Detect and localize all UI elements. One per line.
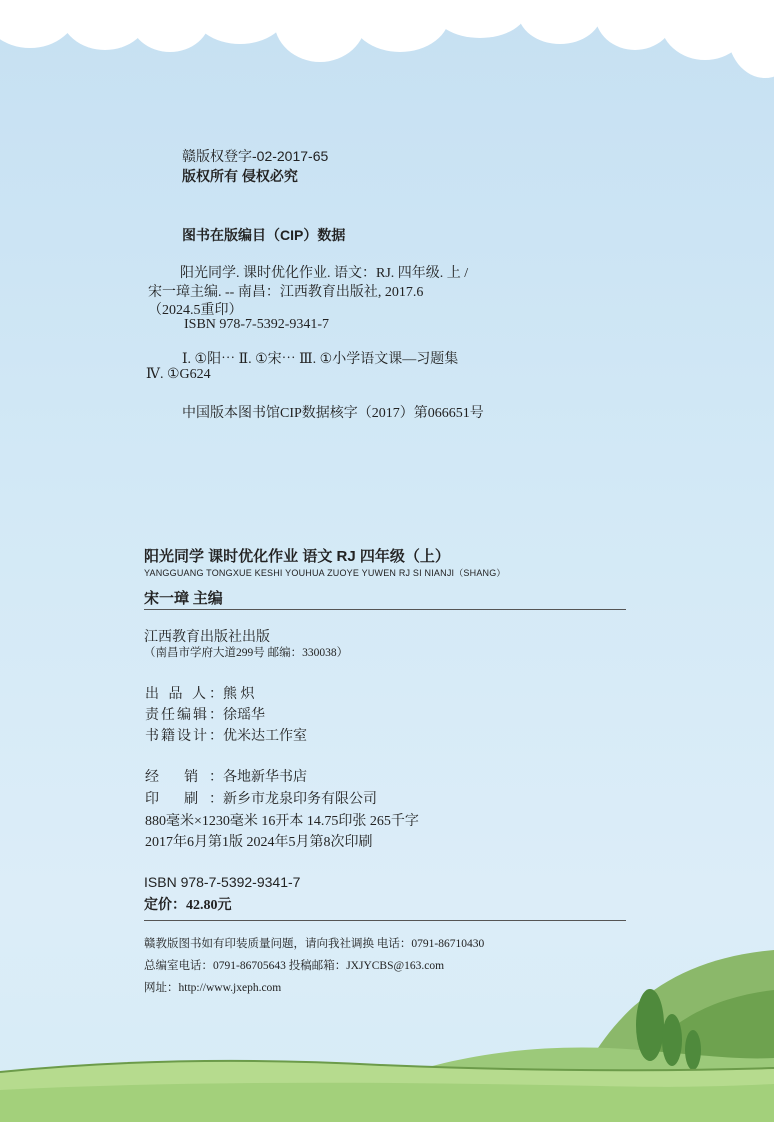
printing-label: 经 销： xyxy=(145,770,223,785)
copyright-rights: 版权所有 侵权必究 xyxy=(182,168,298,184)
printing-distributor xyxy=(145,766,307,786)
printing-value: 新乡市龙泉印务有限公司 xyxy=(223,792,377,807)
cip-isbn: ISBN 978-7-5392-9341-7 xyxy=(184,317,330,332)
printing-specs: 880毫米×1230毫米 16开本 14.75印张 265千字 xyxy=(145,814,419,829)
copyright-reg-no: 赣版权登字-02-2017-65 xyxy=(182,148,329,164)
divider-bottom xyxy=(144,920,626,921)
price: 定价：42.80元 xyxy=(144,898,232,913)
credit-producer xyxy=(145,683,255,703)
cip-record: 中国版本图书馆CIP数据核字（2017）第066651号 xyxy=(182,406,484,421)
notice-line-3: 网址：http://www.jxeph.com xyxy=(144,982,282,994)
divider-top xyxy=(144,609,626,610)
cip-line-2: 宋一璋主编. -- 南昌：江西教育出版社, 2017.6 xyxy=(148,285,424,300)
credit-editor xyxy=(145,704,265,724)
credit-label: 书籍设计： xyxy=(145,729,223,744)
notice-line-1: 赣教版图书如有印装质量问题，请向我社调换 电话：0791-86710430 xyxy=(144,938,485,950)
cip-class-line-1: Ⅰ. ①阳⋯ Ⅱ. ①宋⋯ Ⅲ. ①小学语文课—习题集 xyxy=(182,352,459,367)
cip-class-line-2: Ⅳ. ①G624 xyxy=(146,367,211,382)
credit-designer xyxy=(145,725,307,745)
book-title: 阳光同学 课时优化作业 语文 RJ 四年级（上） xyxy=(144,548,450,565)
credit-label: 责任编辑： xyxy=(145,708,223,723)
book-editor: 宋一璋 主编 xyxy=(144,591,223,607)
publisher-address: （南昌市学府大道299号 邮编：330038） xyxy=(144,647,349,659)
publisher-name: 江西教育出版社出版 xyxy=(144,630,270,645)
book-title-pinyin: YANGGUANG TONGXUE KESHI YOUHUA ZUOYE YUWEN RJ SI NIANJI（SHANG） xyxy=(144,568,506,578)
cip-line-1: 阳光同学. 课时优化作业. 语文：RJ. 四年级. 上 / xyxy=(180,266,469,281)
printing-printer xyxy=(145,788,377,808)
credit-value: 徐瑶华 xyxy=(223,708,265,723)
credit-label: 出 品 人： xyxy=(145,687,223,702)
cip-heading: 图书在版编目（CIP）数据 xyxy=(182,227,346,243)
isbn-footer: ISBN 978-7-5392-9341-7 xyxy=(144,874,301,890)
cloud-border xyxy=(0,0,774,80)
credit-value: 熊 炽 xyxy=(223,687,255,702)
landscape-illustration xyxy=(0,940,774,1122)
printing-value: 各地新华书店 xyxy=(223,770,307,785)
printing-label: 印 刷： xyxy=(145,792,223,807)
notice-line-2: 总编室电话：0791-86705643 投稿邮箱：JXJYCBS@163.com xyxy=(144,960,445,972)
cip-line-3: （2024.5重印） xyxy=(148,303,243,318)
printing-editions: 2017年6月第1版 2024年5月第8次印刷 xyxy=(145,835,373,850)
credit-value: 优米达工作室 xyxy=(223,729,307,744)
